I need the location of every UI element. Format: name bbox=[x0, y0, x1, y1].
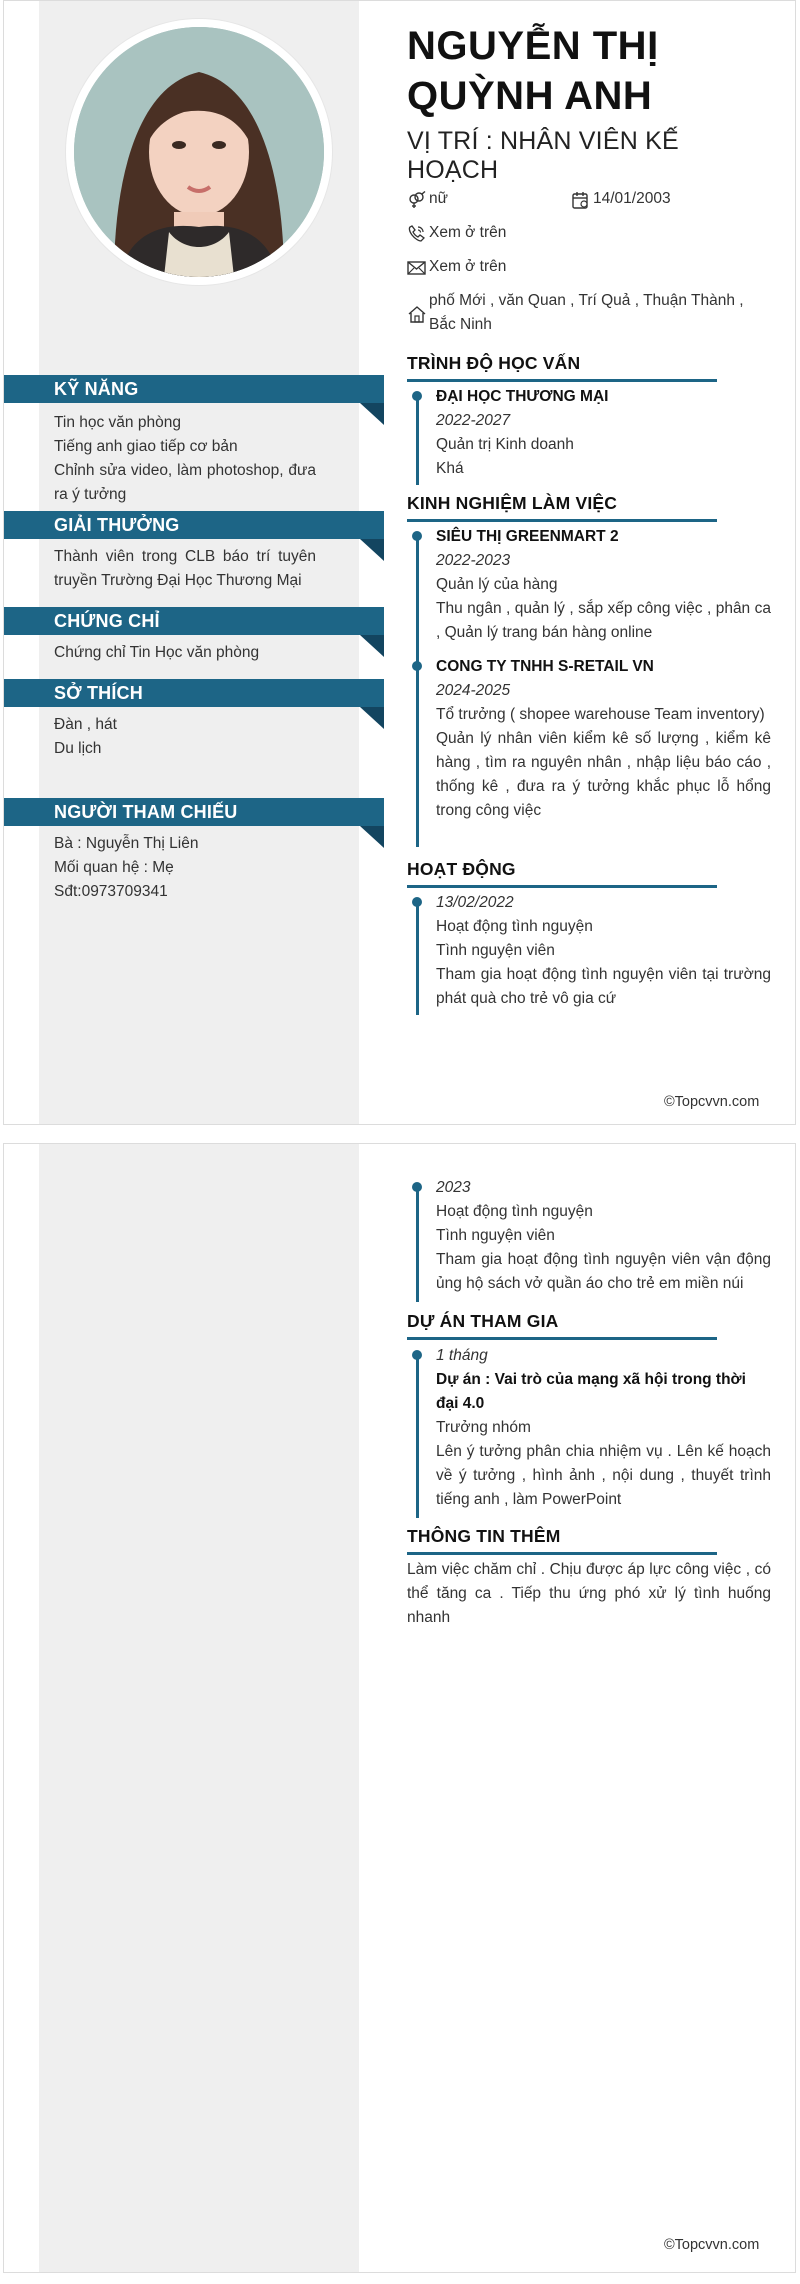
sidebar bbox=[39, 1144, 359, 2272]
education-header: TRÌNH ĐỘ HỌC VẤN bbox=[407, 351, 717, 382]
hobbies-header: SỞ THÍCH bbox=[4, 679, 384, 707]
references-list bbox=[54, 832, 316, 904]
activity-date: 13/02/2022 bbox=[436, 894, 514, 911]
more-info-header: THÔNG TIN THÊM bbox=[407, 1524, 717, 1555]
experience-role: Tổ trưởng ( shopee warehouse Team inventory) bbox=[436, 706, 765, 723]
activity-role: Tình nguyện viên bbox=[436, 942, 555, 959]
education-period: 2022-2027 bbox=[436, 412, 511, 429]
avatar bbox=[74, 27, 324, 277]
experience-timeline bbox=[416, 533, 419, 847]
education-entry bbox=[436, 385, 771, 481]
reference-item: Sđt:0973709341 bbox=[54, 883, 168, 900]
project-duration: 1 tháng bbox=[436, 1347, 488, 1364]
references-header: NGƯỜI THAM CHIẾU bbox=[4, 798, 384, 826]
projects-header: DỰ ÁN THAM GIA bbox=[407, 1309, 717, 1340]
projects-timeline bbox=[416, 1352, 419, 1518]
school-name: ĐẠI HỌC THƯƠNG MẠI bbox=[436, 388, 609, 405]
phone-info bbox=[407, 221, 767, 245]
avatar-photo bbox=[74, 27, 324, 277]
activities-timeline bbox=[416, 1186, 419, 1302]
home-icon bbox=[407, 305, 427, 323]
timeline-dot bbox=[412, 391, 422, 401]
hobby-item: Đàn , hát bbox=[54, 716, 117, 733]
skills-header: KỸ NĂNG bbox=[4, 375, 384, 403]
timeline-dot bbox=[412, 1182, 422, 1192]
experience-header: KINH NGHIỆM LÀM VIỆC bbox=[407, 491, 717, 522]
skills-header-fold bbox=[360, 403, 384, 425]
education-major: Quản trị Kinh doanh bbox=[436, 436, 574, 453]
experience-desc: Quản lý nhân viên kiểm kê số lượng , kiểm kê hàng , tìm ra nguyên nhân , nhập liệu báo cáo , thống kê , đưa ra ý tưởng khắc phục lỗ hổng trong công việc bbox=[436, 730, 771, 819]
dob-info bbox=[571, 187, 771, 211]
education-grade: Khá bbox=[436, 460, 464, 477]
email-info bbox=[407, 255, 767, 279]
company-name: SIÊU THỊ GREENMART 2 bbox=[436, 528, 619, 545]
project-role: Trưởng nhóm bbox=[436, 1419, 531, 1436]
hobbies-header-fold bbox=[360, 707, 384, 729]
awards-list bbox=[54, 545, 316, 593]
more-info-text: Làm việc chăm chỉ . Chịu được áp lực công việc , có thể tăng ca . Tiếp thu ứng phó xử lý tình huống nhanh bbox=[407, 1561, 771, 1626]
reference-item: Bà : Nguyễn Thị Liên bbox=[54, 835, 199, 852]
cv-page-1 bbox=[3, 0, 796, 1125]
experience-entry bbox=[436, 525, 771, 645]
email-icon bbox=[407, 259, 427, 277]
project-desc: Lên ý tưởng phân chia nhiệm vụ . Lên kế hoạch về ý tưởng , hình ảnh , nội dung , thuyết trình tiếng anh , làm PowerPoint bbox=[436, 1443, 771, 1508]
timeline-dot bbox=[412, 1350, 422, 1360]
activity-date: 2023 bbox=[436, 1179, 471, 1196]
address-text: phố Mới , văn Quan , Trí Quả , Thuận Thành , Bắc Ninh bbox=[429, 292, 744, 333]
certificates-header-fold bbox=[360, 635, 384, 657]
activity-name: Hoạt động tình nguyện bbox=[436, 1203, 593, 1220]
certificates-list bbox=[54, 641, 316, 665]
skill-item: Tiếng anh giao tiếp cơ bản bbox=[54, 438, 238, 455]
activities-header: HOẠT ĐỘNG bbox=[407, 857, 717, 888]
certificate-item: Chứng chỉ Tin Học văn phòng bbox=[54, 644, 260, 661]
project-name: Dự án : Vai trò của mạng xã hội trong thời đại 4.0 bbox=[436, 1371, 746, 1412]
experience-desc: Thu ngân , quản lý , sắp xếp công việc , phân ca , Quản lý trang bán hàng online bbox=[436, 600, 771, 641]
activity-role: Tình nguyện viên bbox=[436, 1227, 555, 1244]
gender-icon bbox=[407, 191, 427, 209]
activity-entry bbox=[436, 891, 771, 1011]
timeline-dot bbox=[412, 897, 422, 907]
references-header-fold bbox=[360, 826, 384, 848]
skill-item: Chỉnh sửa video, làm photoshop, đưa ra ý tưởng bbox=[54, 462, 316, 503]
skills-list bbox=[54, 411, 316, 507]
certificates-header: CHỨNG CHỈ bbox=[4, 607, 384, 635]
skill-item: Tin học văn phòng bbox=[54, 414, 181, 431]
gender-info bbox=[407, 187, 557, 211]
experience-entry bbox=[436, 655, 771, 823]
footer-brand: ©Topcvvn.com bbox=[664, 2237, 760, 2253]
activities-timeline bbox=[416, 899, 419, 1015]
hobbies-list bbox=[54, 713, 316, 761]
calendar-icon bbox=[571, 191, 591, 209]
activity-desc: Tham gia hoạt động tình nguyện viên vận động ủng hộ sách vở quần áo cho trẻ em miền núi bbox=[436, 1251, 771, 1292]
email-text: Xem ở trên bbox=[429, 258, 507, 275]
experience-role: Quản lý của hàng bbox=[436, 576, 558, 593]
name-line-2: QUỲNH ANH bbox=[407, 74, 653, 118]
award-item: Thành viên trong CLB báo trí tuyên truyền Trường Đại Học Thương Mại bbox=[54, 548, 316, 589]
timeline-dot bbox=[412, 661, 422, 671]
reference-item: Mối quan hệ : Mẹ bbox=[54, 859, 174, 876]
company-name: CONG TY TNHH S-RETAIL VN bbox=[436, 658, 654, 675]
address-info bbox=[407, 289, 774, 337]
dob-text: 14/01/2003 bbox=[593, 190, 671, 207]
name-line-1: NGUYỄN THỊ bbox=[407, 24, 659, 68]
experience-period: 2024-2025 bbox=[436, 682, 511, 699]
phone-icon bbox=[407, 225, 427, 243]
phone-text: Xem ở trên bbox=[429, 224, 507, 241]
job-position: VỊ TRÍ : NHÂN VIÊN KẾ HOẠCH bbox=[407, 127, 679, 184]
awards-header: GIẢI THƯỞNG bbox=[4, 511, 384, 539]
footer-brand: ©Topcvvn.com bbox=[664, 1094, 760, 1110]
activity-name: Hoạt động tình nguyện bbox=[436, 918, 593, 935]
hobby-item: Du lịch bbox=[54, 740, 102, 757]
cv-page-2 bbox=[3, 1143, 796, 2273]
project-entry bbox=[436, 1344, 771, 1512]
timeline-dot bbox=[412, 531, 422, 541]
gender-text: nữ bbox=[429, 190, 448, 207]
awards-header-fold bbox=[360, 539, 384, 561]
activity-desc: Tham gia hoạt động tình nguyện viên tại trường phát quà cho trẻ vô gia cứ bbox=[436, 966, 771, 1007]
avatar-frame bbox=[66, 19, 332, 285]
activity-entry bbox=[436, 1176, 771, 1296]
header bbox=[407, 21, 777, 185]
experience-period: 2022-2023 bbox=[436, 552, 511, 569]
education-timeline bbox=[416, 393, 419, 485]
